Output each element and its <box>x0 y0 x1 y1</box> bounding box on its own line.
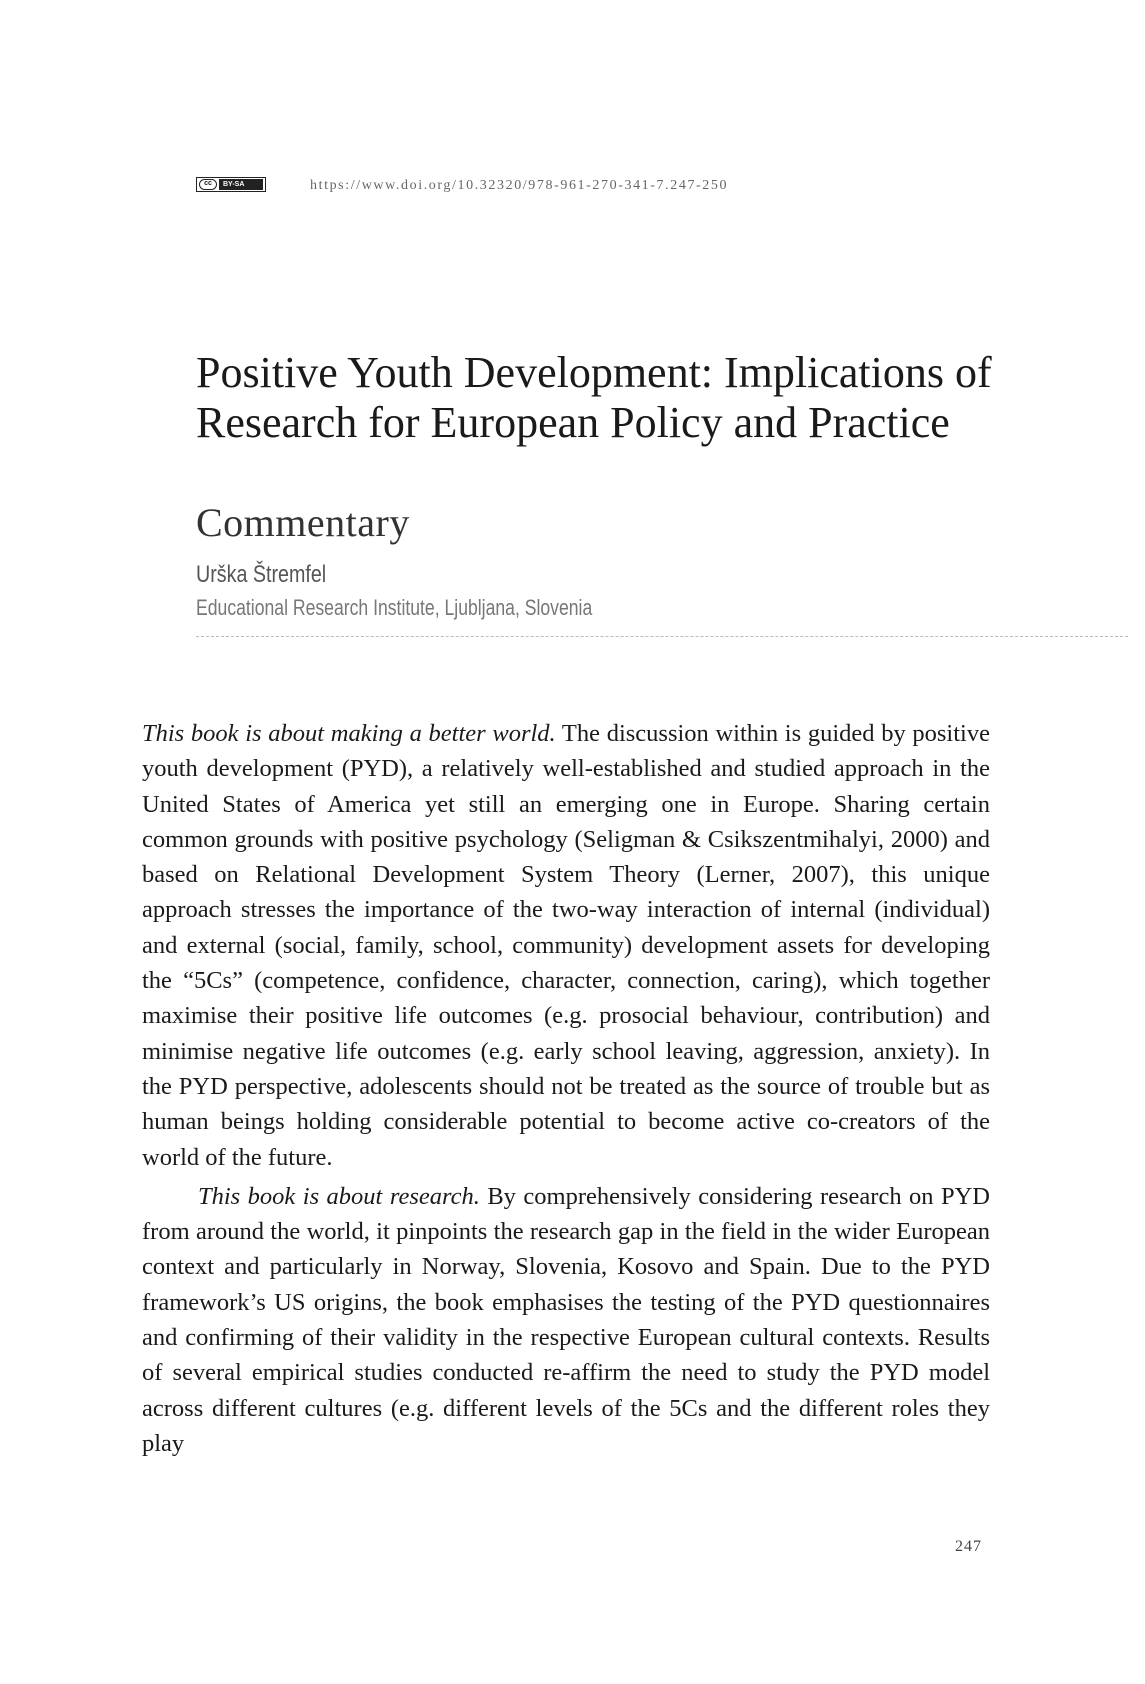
article-title: Positive Youth Development: Implications of Research for European Policy and Practice <box>196 348 992 447</box>
paragraph-1-lead: This book is about making a better world. <box>142 720 556 747</box>
paragraph-2-lead: This book is about research. <box>198 1182 480 1210</box>
header-divider <box>196 636 1128 637</box>
author-affiliation: Educational Research Institute, Ljubljana, Slovenia <box>196 595 593 620</box>
article-subtitle: Commentary <box>196 500 410 545</box>
page-number: 247 <box>955 1538 982 1555</box>
paragraph-2-text: By comprehensively considering research on PYD from around the world, it pinpoints the research gap in the field in the wider European context and particularly in Norway, Slovenia, Kosovo and Spain. Due to the PYD framework’s US origins, the book emphasises the testing of the PYD questionnaires and confirming of their validity in the respective European cultural contexts. Results of several empirical studies conducted re-affirm the need to study the PYD model across different cultures (e.g. different levels of the 5Cs and the different roles they play <box>142 1182 990 1457</box>
cc-by-sa-license-icon <box>196 177 266 192</box>
author-name: Urška Štremfel <box>196 561 327 588</box>
paragraph-1-text: The discussion within is guided by positive youth development (PYD), a relatively well-established and studied approach in the United States of America yet still an emerging one in Europe. Sharing certain common grounds with positive psychology (Seligman & Csikszentmihalyi, 2000) and based on Relational Development System Theory (Lerner, 2007), this unique approach stresses the importance of the two-way interaction of internal (individual) and external (social, family, school, community) development assets for developing the “5Cs” (competence, confidence, character, connection, caring), which together maximise their positive life outcomes (e.g. prosocial behaviour, contribution) and minimise negative life outcomes (e.g. early school leaving, aggression, anxiety). In the PYD perspective, adolescents should not be treated as the source of trouble but as human beings holding considerable potential to become active co-creators of the world of the future. <box>142 720 990 1171</box>
doi-link[interactable]: https://www.doi.org/10.32320/978-961-270-341-7.247-250 <box>310 178 729 193</box>
paragraph-1 <box>142 716 990 1175</box>
license-type-label: BY-SA <box>219 179 263 190</box>
paragraph-2 <box>142 1179 990 1461</box>
cc-icon: cc <box>199 179 217 190</box>
article-body <box>142 716 990 1465</box>
